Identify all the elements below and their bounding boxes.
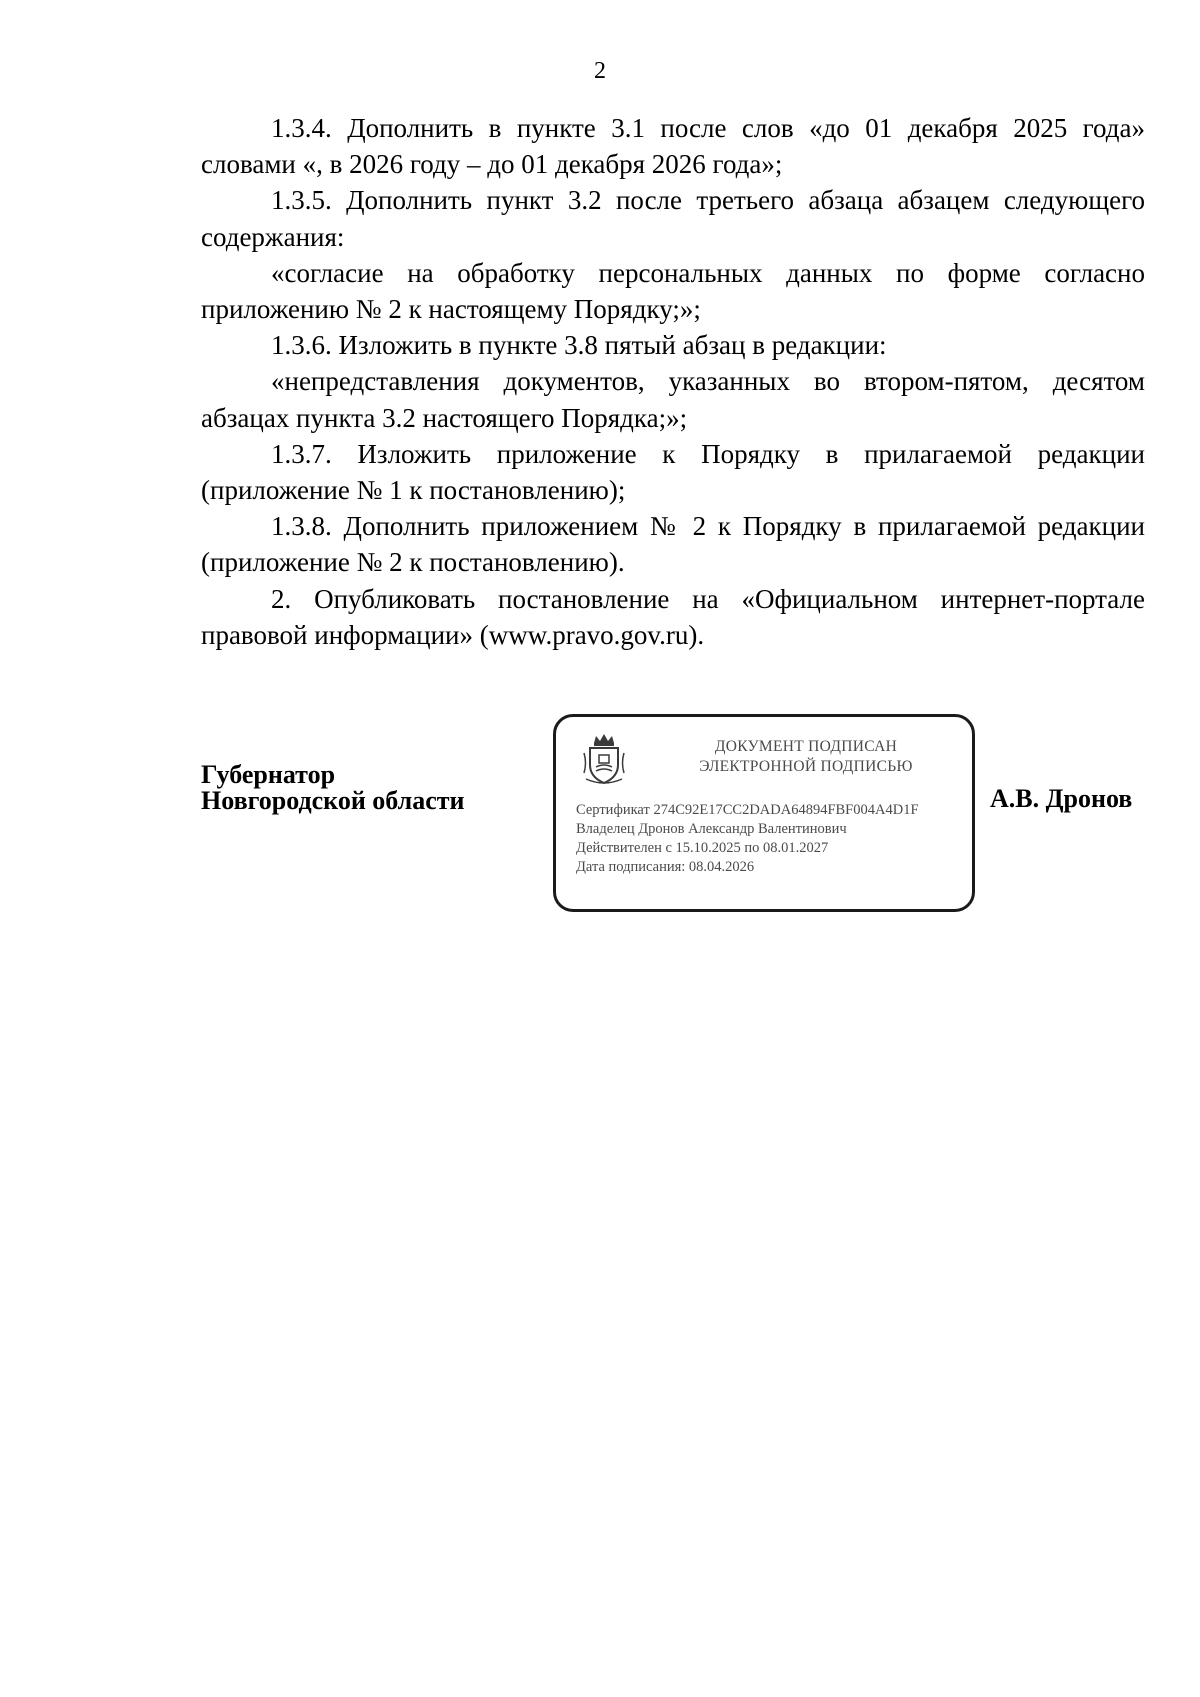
paragraph-1-3-5: 1.3.5. Дополнить пункт 3.2 после третьего абзаца абзацем следующего содержания:: [201, 185, 1145, 252]
stamp-certificate: Сертификат 274C92E17CC2DADA64894FBF004A4D1F: [576, 802, 919, 818]
signer-position: [201, 762, 465, 814]
electronic-signature-stamp: [553, 714, 975, 912]
paragraph-1-3-6: 1.3.6. Изложить в пункте 3.8 пятый абзац в редакции:: [271, 330, 887, 361]
paragraph-1-3-5-quote: «согласие на обработку персональных данных по форме согласно приложению № 2 к настоящему Порядку;»;: [201, 257, 1145, 325]
paragraph-1-3-7: 1.3.7. Изложить приложение к Порядку в прилагаемой редакции (приложение № 1 к постановлению);: [201, 438, 1145, 506]
page-number: 2: [594, 58, 606, 84]
signature-block: [0, 714, 1200, 934]
document-body: [201, 110, 1145, 653]
stamp-details: [576, 801, 971, 877]
stamp-validity: Действителен с 15.10.2025 по 08.01.2027: [576, 840, 829, 856]
paragraph-1-3-8: 1.3.8. Дополнить приложением № 2 к Порядку в прилагаемой редакции (приложение № 2 к постановлению).: [201, 511, 1145, 578]
paragraph-1-3-6-quote: «непредставления документов, указанных во втором-пятом, десятом абзацах пункта 3.2 настоящего Порядка;»;: [201, 366, 1145, 433]
stamp-heading-line-1: ДОКУМЕНТ ПОДПИСАН: [714, 738, 898, 755]
stamp-owner: Владелец Дронов Александр Валентинович: [576, 821, 847, 837]
stamp-signed-date: Дата подписания: 08.04.2026: [576, 859, 755, 875]
paragraph-1-3-4: 1.3.4. Дополнить в пункте 3.1 после слов «до 01 декабря 2025 года» словами «, в 2026 году – до 01 декабря 2026 года»;: [201, 113, 1145, 180]
stamp-heading: [656, 737, 956, 777]
coat-of-arms-icon: [582, 733, 626, 787]
paragraph-2: 2. Опубликовать постановление на «Официальном интернет-портале правовой информации» (www.pravo.gov.ru).: [201, 583, 1145, 650]
stamp-heading-line-2: ЭЛЕКТРОННОЙ ПОДПИСЬЮ: [699, 758, 913, 775]
signer-position-line-1: Губернатор: [201, 760, 336, 789]
signer-position-line-2: Новгородской области: [201, 786, 465, 815]
signer-name: А.В. Дронов: [990, 784, 1133, 813]
